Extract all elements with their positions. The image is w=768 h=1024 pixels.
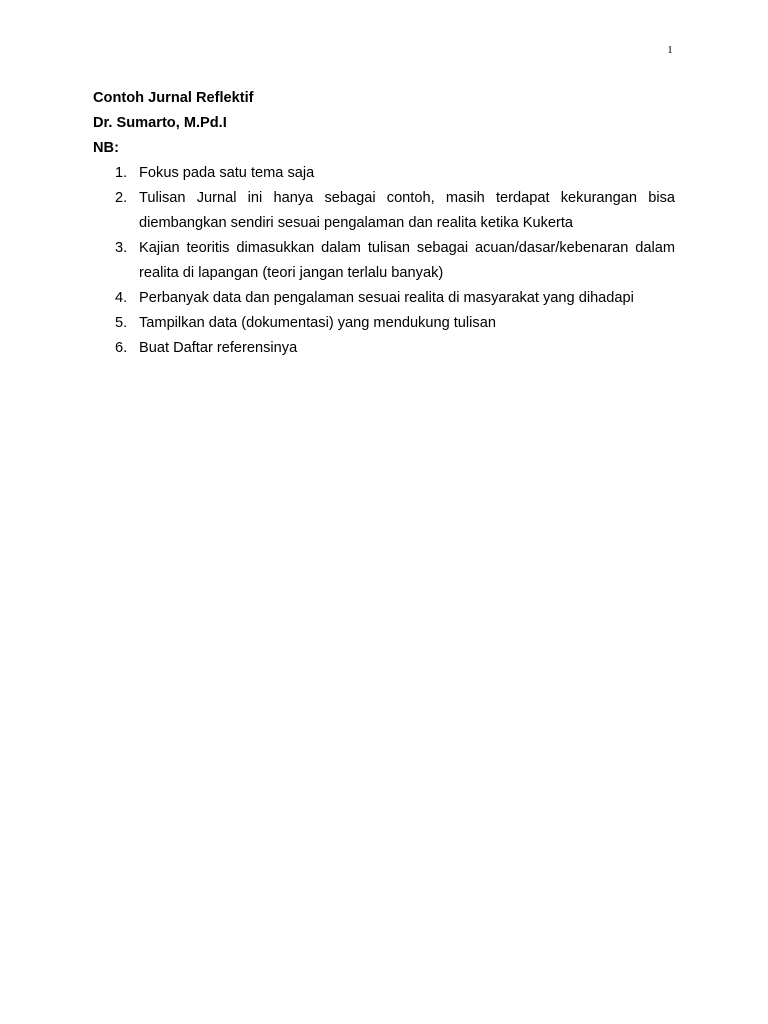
list-item bbox=[93, 161, 675, 186]
list-item-text: Perbanyak data dan pengalaman sesuai realita di masyarakat yang dihadapi bbox=[139, 290, 634, 306]
list-item-number: 1. bbox=[115, 165, 128, 181]
page-number: 1 bbox=[667, 44, 673, 56]
list-item-text: Kajian teoritis dimasukkan dalam tulisan sebagai acuan/dasar/kebenaran dalam realita di lapangan (teori jangan terlalu banyak) bbox=[139, 240, 675, 281]
document-body bbox=[93, 86, 675, 361]
list-item bbox=[93, 186, 675, 236]
list-item bbox=[93, 286, 675, 311]
list-item-number: 2. bbox=[115, 190, 128, 206]
list-item-number: 4. bbox=[115, 290, 128, 306]
list-item-text: Tampilkan data (dokumentasi) yang mendukung tulisan bbox=[139, 315, 496, 331]
list-item-number: 3. bbox=[115, 240, 128, 256]
author-name: Dr. Sumarto, M.Pd.I bbox=[93, 115, 227, 131]
nb-label: NB: bbox=[93, 140, 119, 156]
list-item bbox=[93, 311, 675, 336]
list-item-number: 6. bbox=[115, 340, 128, 356]
list-item bbox=[93, 236, 675, 286]
list-item-text: Buat Daftar referensinya bbox=[139, 340, 298, 356]
list-item bbox=[93, 336, 675, 361]
list-item-number: 5. bbox=[115, 315, 128, 331]
list-item-text: Tulisan Jurnal ini hanya sebagai contoh, masih terdapat kekurangan bisa diembangkan sendiri sesuai pengalaman dan realita ketika Kukerta bbox=[139, 190, 675, 231]
document-title: Contoh Jurnal Reflektif bbox=[93, 90, 254, 106]
list-item-text: Fokus pada satu tema saja bbox=[139, 165, 315, 181]
notes-list bbox=[93, 161, 675, 361]
